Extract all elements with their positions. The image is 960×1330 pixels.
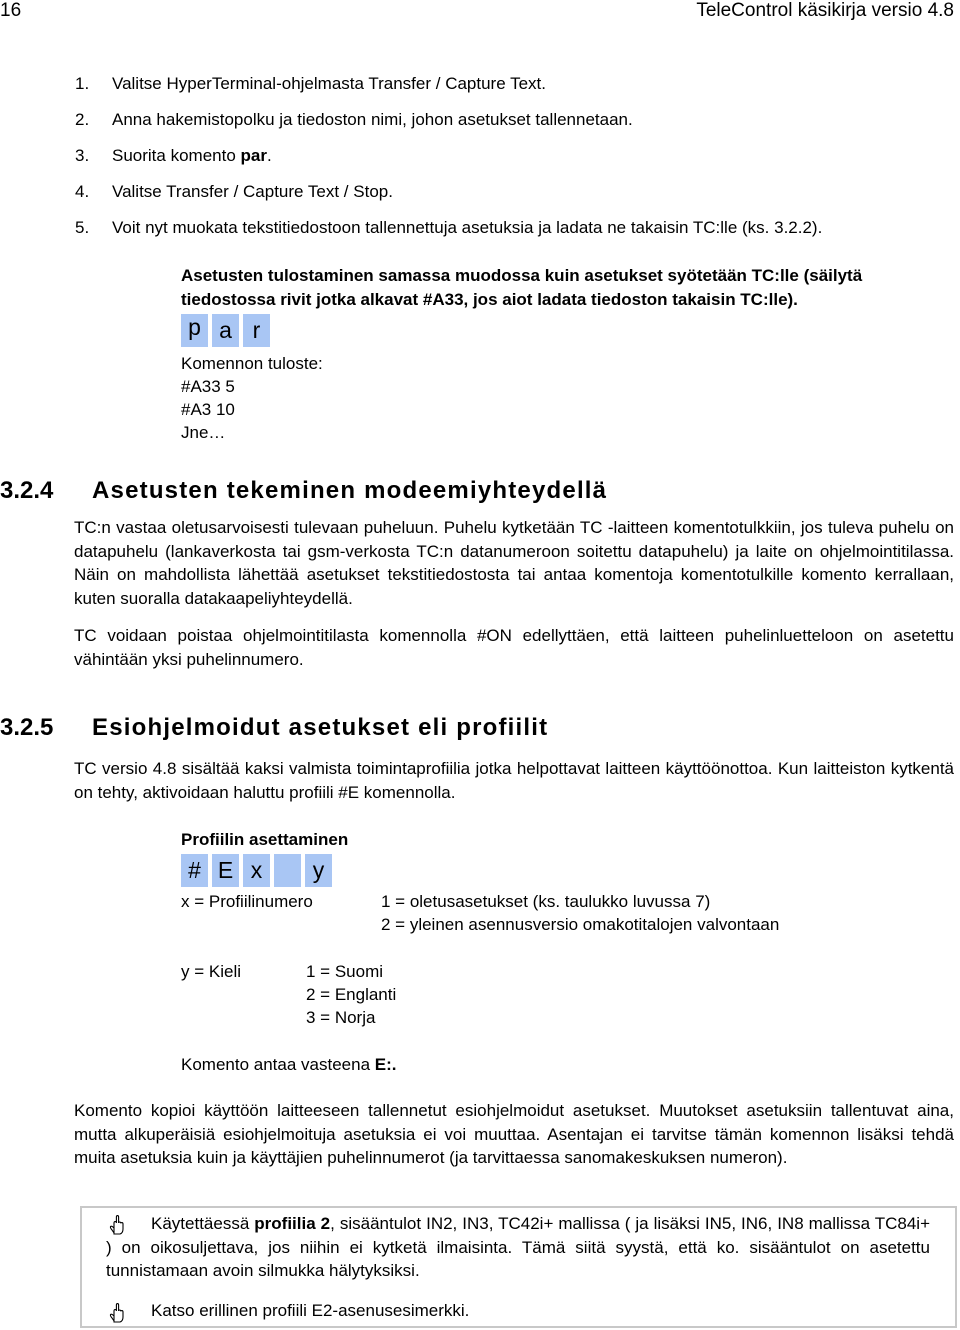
list-item [75,145,272,167]
output-label: Komennon tuloste: [181,354,323,373]
key-e: E [212,854,239,887]
list-item [75,181,393,203]
note-bold: profiilia 2 [254,1214,331,1233]
list-item [75,217,822,239]
key-p: p [181,314,208,347]
manual-title: TeleControl käsikirja versio 4.8 [696,0,954,21]
profile-heading: Profiilin asettaminen [181,830,349,849]
output-line: #A3 10 [181,400,235,419]
param-y-option: 3 = Norja [306,1008,376,1027]
output-line: #A33 5 [181,377,235,396]
list-number: 1. [75,74,90,93]
section-number: 3.2.5 [0,714,54,741]
note-text-start: Käytettäessä [151,1214,255,1233]
note-text [106,1212,930,1283]
list-text: Anna hakemistopolku ja tiedoston nimi, johon asetukset tallennetaan. [112,110,633,129]
key-a: a [212,314,239,347]
param-y-option: 1 = Suomi [306,962,384,981]
list-number: 3. [75,146,90,165]
note-text-end: , sisääntulot IN2, IN3, TC42i+ mallissa ( ja lisäksi IN5, IN6, IN8 mallissa TC84i+ ) on oikosuljettava, jos niihin ei kytketä ilmaisinta. Tämä siitä syystä, että ko. sisääntulot on asetettu tunnistamaan avoin silmukka hälytyksiksi. [106,1214,931,1280]
list-number: 5. [75,218,90,237]
param-x-option: 1 = oletusasetukset (ks. taulukko luvussa 7) [381,892,711,911]
list-item [75,109,633,131]
hand-pointer-icon-graphic [106,1302,128,1324]
paragraph: TC voidaan poistaa ohjelmointitilasta komennolla #ON edellyttäen, että laitteen puhelinluetteloon on asetettu vähintään yksi puhelinnumero. [74,626,954,669]
list-text: Voit nyt muokata tekstitiedostoon tallennettuja asetuksia ja ladata ne takaisin TC:lle (ks. 3.2.2). [112,218,823,237]
paragraph: Komento kopioi käyttöön laitteeseen tallennetut esiohjelmoidut asetukset. Muutokset asetuksiin tallentuvat aina, mutta alkuperäisiä esiohjelmoituja asetuksia ei voi muuttaa. Asentajan ei tarvitse tämän komennon lisäksi tehdä muita asetuksia kuin ja käyttäjien puhelinnumerot (ja tarvittaessa sanomakeskuksen numeron). [74,1101,954,1167]
paragraph: TC:n vastaa oletusarvoisesti tulevaan puheluun. Puhelu kytketään TC -laitteen komentotulkkiin, jos tuleva puhelu on datapuhelu (lankaverkosta tai gsm-verkosta TC:n datanumeroon soitettu datapuhelu) ja laite on ohjelmointitilassa. Näin on mahdollista lähettää asetukset tekstitiedostosta tai antaa komentoja komentotulkille komento kerrallaan, kuten suoralla datakaapeliyhteydellä. [74,518,954,608]
section-title: Asetusten tekeminen modeemiyhteydellä [92,477,608,504]
section-heading-325 [0,714,548,742]
param-y-label: y = Kieli [181,962,241,981]
paragraph: TC versio 4.8 sisältää kaksi valmista toimintaprofiilia jotka helpottavat laitteen käyttöönottoa. Kun laitteiston kytkentä on tehty, aktivoidaan haluttu profiili #E komennolla. [74,759,954,802]
page-number: 16 [0,0,22,21]
list-item [75,73,546,95]
response-code: E:. [374,1055,397,1074]
list-text: Valitse HyperTerminal-ohjelmasta Transfer / Capture Text. [112,74,546,93]
list-text: Valitse Transfer / Capture Text / Stop. [112,182,393,201]
list-number: 2. [75,110,90,129]
response-line [181,1054,396,1076]
param-y-option: 2 = Englanti [306,985,397,1004]
section-number: 3.2.4 [0,477,54,504]
list-number: 4. [75,182,90,201]
list-text-end: . [266,146,272,165]
command-par: par [240,146,267,165]
par-description-line2: tiedostossa rivit jotka alkavat #A33, jos aiot ladata tiedoston takaisin TC:lle). [181,290,798,309]
par-description-line1: Asetusten tulostaminen samassa muodossa kuin asetukset syötetään TC:lle (säilytä [181,266,863,285]
output-line: Jne… [181,423,226,442]
key-x: x [243,854,270,887]
profile-command-keys [181,854,336,887]
note-text: Katso erillinen profiili E2-asenusesimerkki. [151,1301,470,1320]
par-command-keys [181,314,274,347]
param-x-option: 2 = yleinen asennusversio omakotitalojen valvontaan [381,915,780,934]
key-y: y [305,854,332,887]
key-hash: # [181,854,208,887]
key-blank [274,854,301,887]
key-r: r [243,314,270,347]
section-title: Esiohjelmoidut asetukset eli profiilit [92,714,549,741]
hand-pointer-icon [106,1302,128,1330]
response-text: Komento antaa vasteena [181,1055,375,1074]
list-text: Suorita komento [112,146,241,165]
section-heading-324 [0,477,607,505]
param-x-label: x = Profiilinumero [181,892,313,911]
